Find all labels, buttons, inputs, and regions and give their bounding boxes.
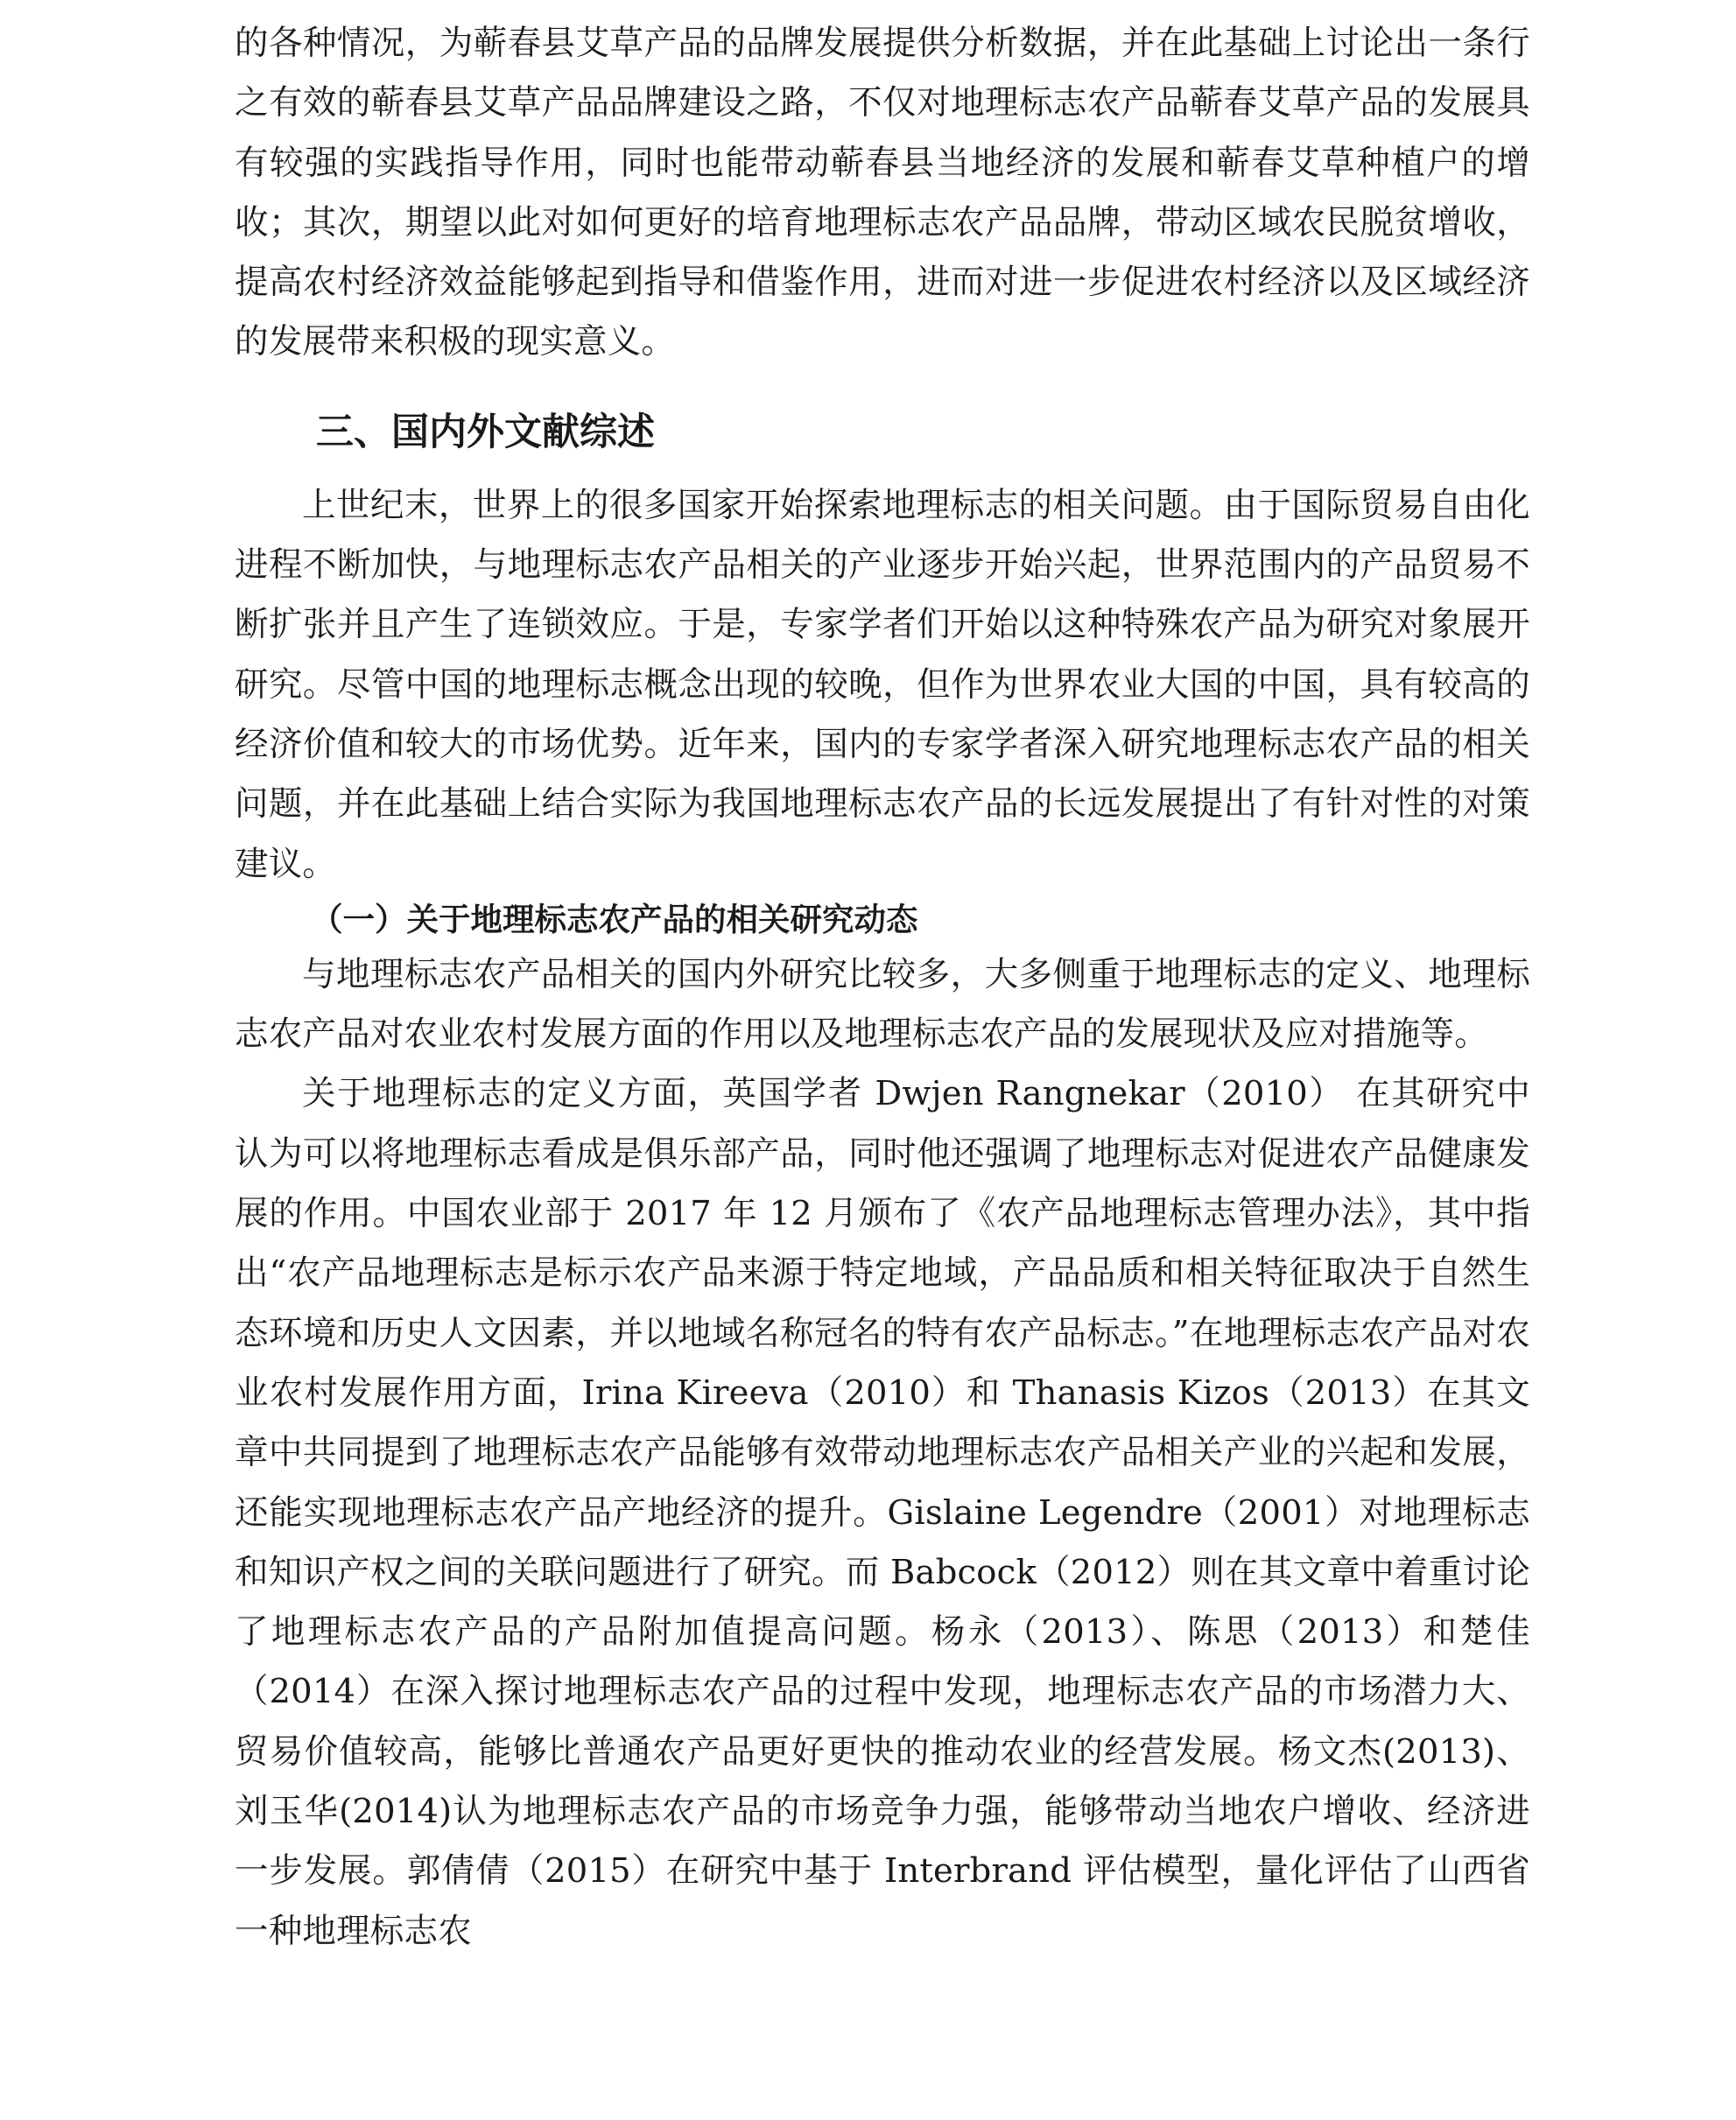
- intro-paragraph: 的各种情况，为蕲春县艾草产品的品牌发展提供分析数据，并在此基础上讨论出一条行之有效的蕲春县艾草产品品牌建设之路，不仅对地理标志农产品蕲春艾草产品的发展具有较强的实践指导作用，同时也能带动蕲春县当地经济的发展和蕲春艾草种植户的增收；其次，期望以此对如何更好的培育地理标志农产品品牌，带动区域农民脱贫增收，提高农村经济效益能够起到指导和借鉴作用，进而对进一步促进农村经济以及区域经济的发展带来积极的现实意义。: [235, 24, 1530, 362]
- subsection-paragraph-1: 与地理标志农产品相关的国内外研究比较多，大多侧重于地理标志的定义、地理标志农产品对农业农村发展方面的作用以及地理标志农产品的发展现状及应对措施等。: [235, 954, 1530, 1055]
- section-paragraph: 上世纪末，世界上的很多国家开始探索地理标志的相关问题。由于国际贸易自由化进程不断加快，与地理标志农产品相关的产业逐步开始兴起，世界范围内的产品贸易不断扩张并且产生了连锁效应。于是，专家学者们开始以这种特殊农产品为研究对象展开研究。尽管中国的地理标志概念出现的较晚，但作为世界农业大国的中国，具有较高的经济价值和较大的市场优势。近年来，国内的专家学者深入研究地理标志农产品的相关问题，并在此基础上结合实际为我国地理标志农产品的长远发展提出了有针对性的对策建议。: [235, 485, 1530, 884]
- subsection-heading: （一）关于地理标志农产品的相关研究动态: [311, 900, 918, 938]
- subsection-paragraph-2: 关于地理标志的定义方面，英国学者 Dwjen Rangnekar（2010） 在其研究中认为可以将地理标志看成是俱乐部产品，同时他还强调了地理标志对促进农产品健康发展的作用。中国农业部于 2017 年 12 月颁布了《农产品地理标志管理办法》，其中指出“农产品地理标志是标示农产品来源于特定地域，产品品质和相关特征取决于自然生态环境和历史人文因素，并以地域名称冠名的特有农产品标志。”在地理标志农产品对农业农村发展作用方面，Irina Kireeva（2010）和 Thanasis Kizos（2013）在其文章中共同提到了地理标志农产品能够有效带动地理标志农产品相关产业的兴起和发展，还能实现地理标志农产品产地经济的提升。Gislaine Legendre（2001）对地理标志和知识产权之间的关联问题进行了研究。而 Babcock（2012）则在其文章中着重讨论了地理标志农产品的产品附加值提高问题。杨永（2013）、陈思（2013）和楚佳（2014）在深入探讨地理标志农产品的过程中发现，地理标志农产品的市场潜力大、贸易价值较高，能够比普通农产品更好更快的推动农业的经营发展。杨文杰(2013)、刘玉华(2014)认为地理标志农产品的市场竞争力强，能够带动当地农户增收、经济进一步发展。郭倩倩（2015）在研究中基于 Interbrand 评估模型，量化评估了山西省一种地理标志农: [235, 1074, 1530, 1951]
- section-heading: 三、国内外文献综述: [316, 410, 655, 454]
- document-page: [235, 14, 1530, 1962]
